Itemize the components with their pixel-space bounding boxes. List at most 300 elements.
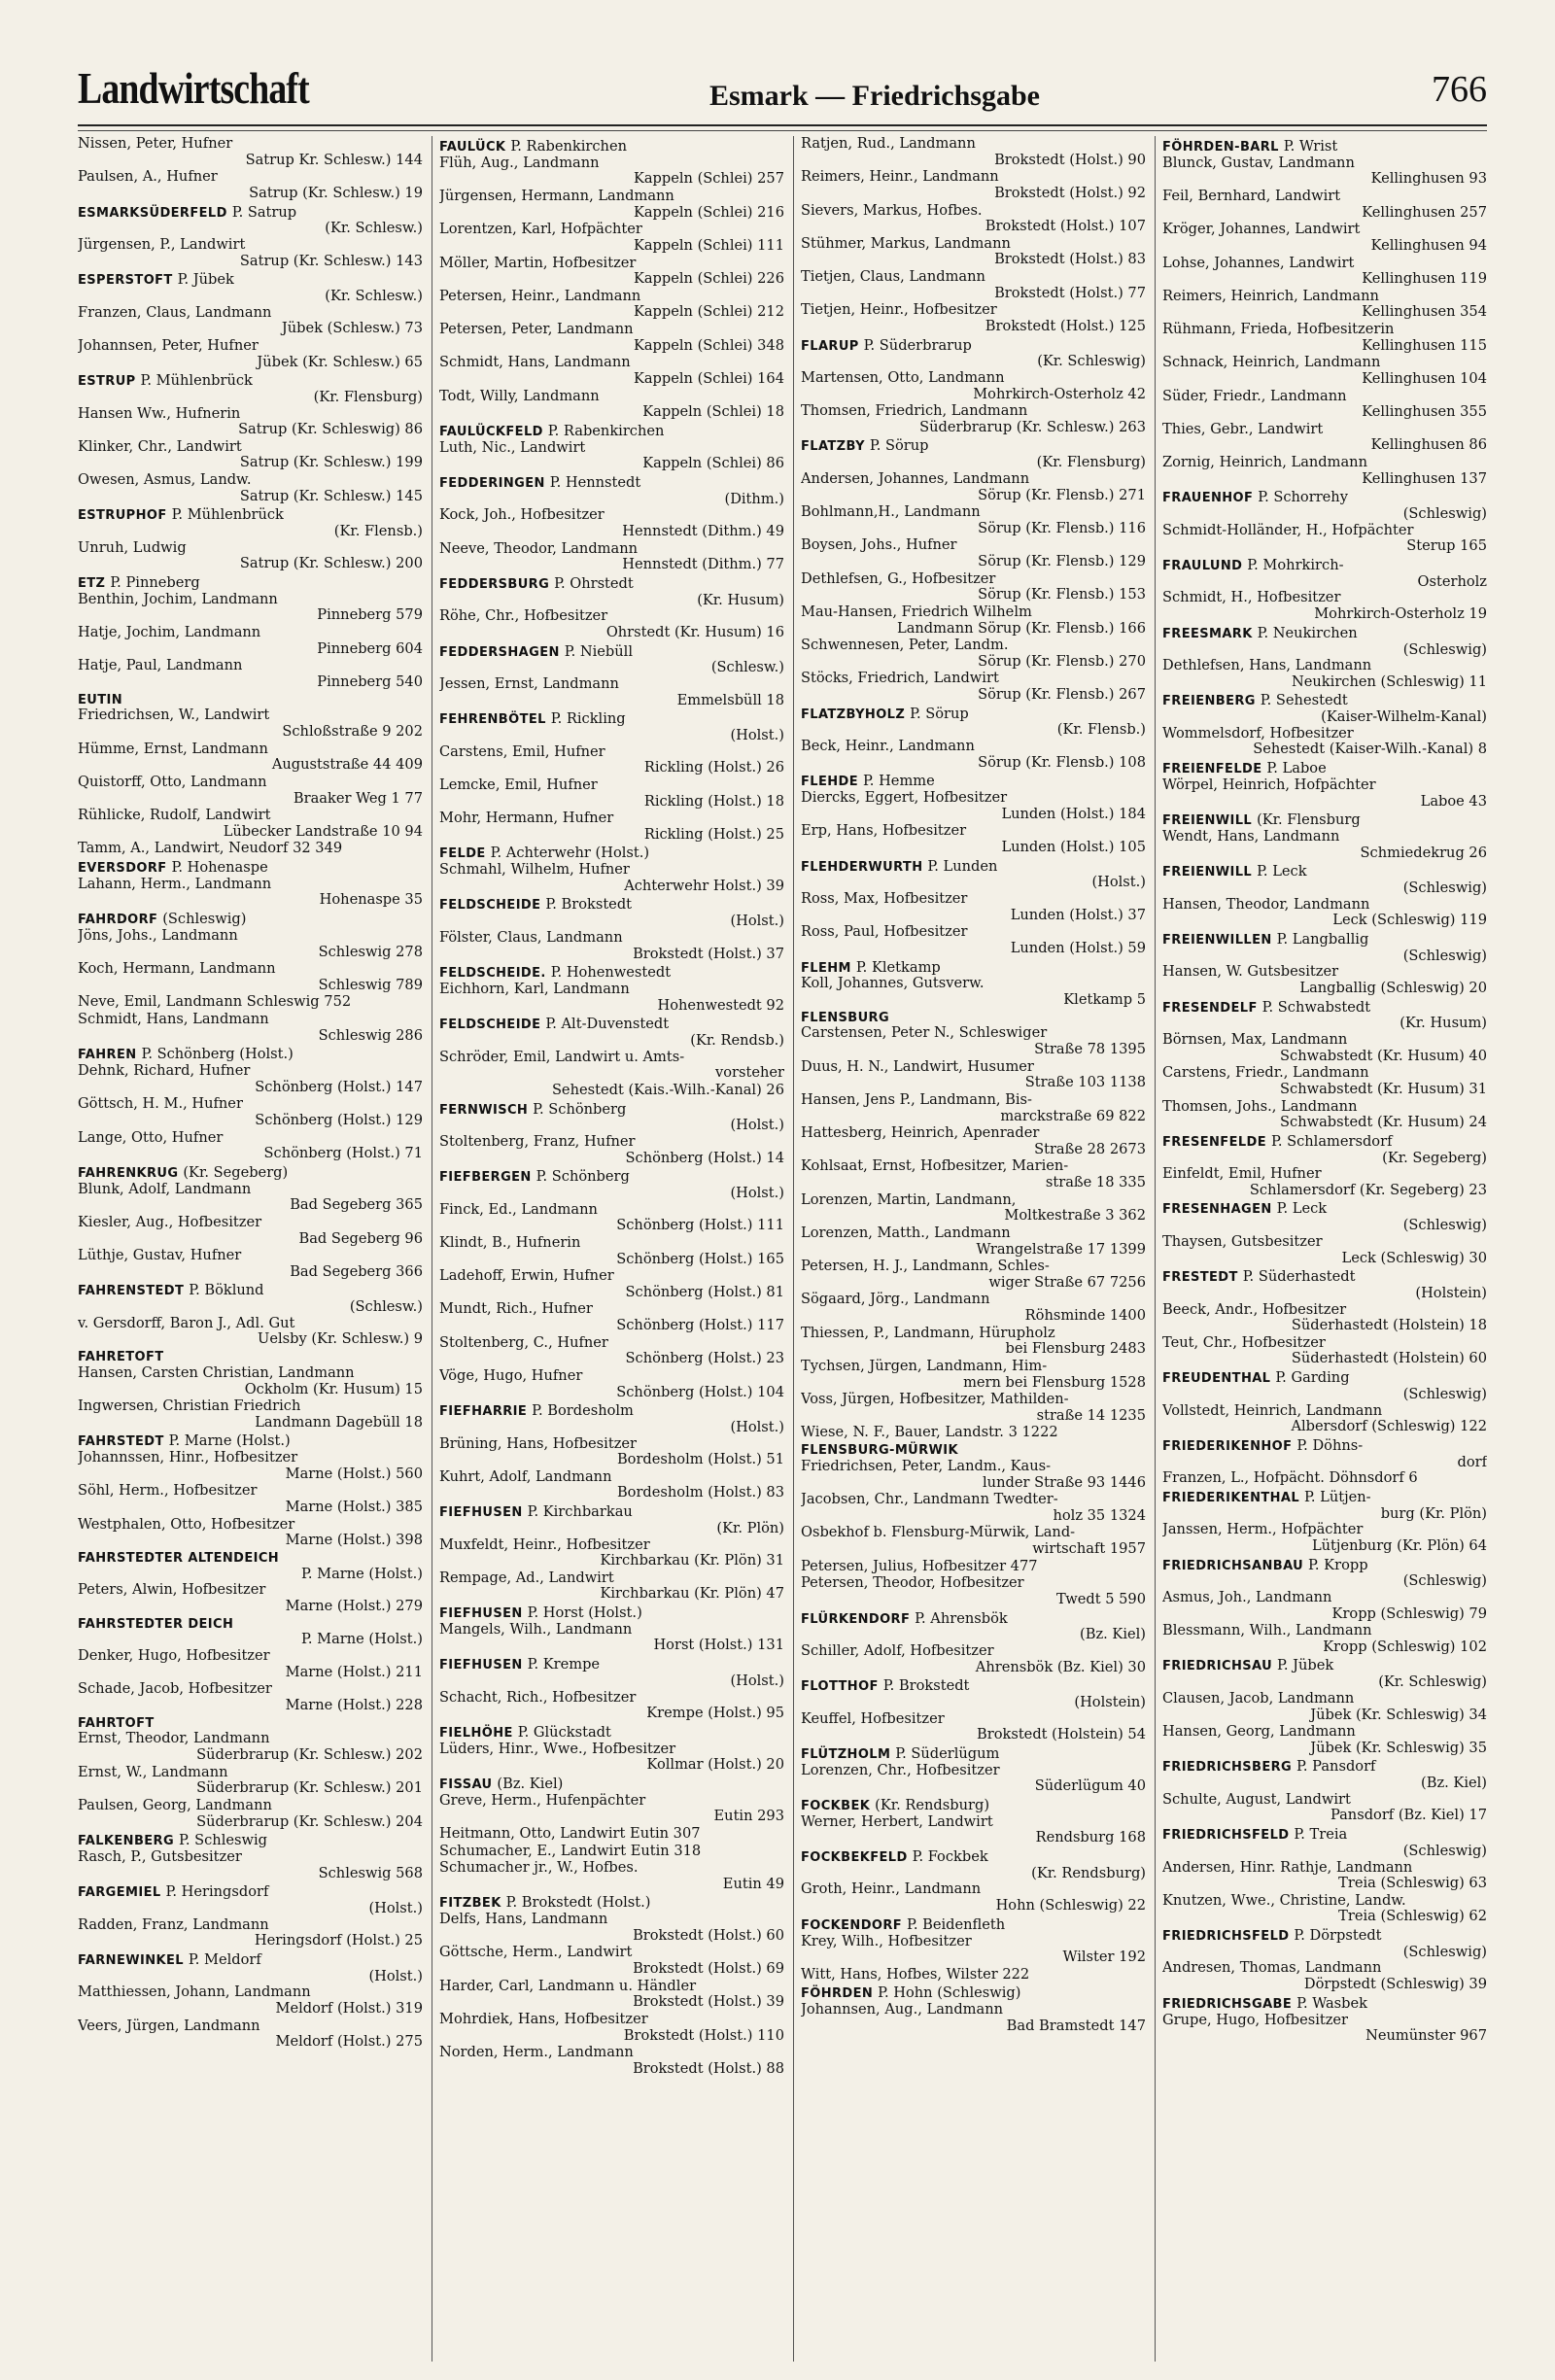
post-office: P. Schönberg: [536, 1168, 630, 1186]
entry-name: Petersen, Theodor, Hofbesitzer: [801, 1574, 1024, 1592]
district: (Kr. Segeberg): [1382, 1149, 1487, 1166]
entry-name: Thomsen, Friedrich, Landmann: [801, 402, 1028, 420]
entry-location: Schönberg (Holst.) 104: [616, 1383, 784, 1400]
directory-entry: [78, 707, 423, 740]
section-title: Landwirtschaft: [78, 63, 309, 113]
header-rule: [78, 124, 1487, 126]
directory-entry: [78, 1765, 423, 1797]
entry-name: Teut, Chr., Hofbesitzer: [1162, 1333, 1326, 1351]
directory-entry: [439, 189, 784, 221]
post-office: P. Laboe: [1266, 760, 1327, 777]
entry-name: Petersen, Julius, Hofbesitzer 477: [801, 1557, 1038, 1574]
directory-entry: [78, 1681, 423, 1713]
entry-name: Brüning, Hans, Hofbesitzer: [439, 1434, 637, 1452]
entry-name: Delfs, Hans, Landmann: [439, 1911, 608, 1928]
entry-name: Greve, Herm., Hufenpächter: [439, 1791, 646, 1809]
place-heading: [801, 1444, 1146, 1459]
entry-location: Süderbrarup (Kr. Schlesw.) 263: [919, 418, 1146, 435]
place-heading: [78, 1351, 423, 1365]
directory-entry: [801, 1392, 1146, 1424]
place-name: FAHRSTEDT: [78, 1434, 164, 1450]
entry-location: Jübek (Schlesw.) 73: [281, 320, 423, 337]
district: (Schleswig): [1402, 1217, 1487, 1234]
district: (Bz. Kiel): [1421, 1775, 1487, 1792]
place-name: FARGEMIEL: [78, 1885, 161, 1901]
entry-location: Lunden (Holst.) 184: [1001, 805, 1146, 822]
place-heading: [801, 1798, 1146, 1814]
post-office: P. Kirchbarkau: [527, 1503, 633, 1521]
entry-name: Kröger, Johannes, Landwirt: [1162, 221, 1361, 238]
entry-location: Lütjenburg (Kr. Plön) 64: [1311, 1536, 1487, 1554]
entry-name: Göttsche, Herm., Landwirt: [439, 1944, 633, 1961]
entry-name: Schwennesen, Peter, Landm.: [801, 637, 1009, 654]
directory-entry: [801, 604, 1146, 637]
place-name: FOCKENDORF: [801, 1917, 903, 1933]
place-heading: [78, 860, 423, 877]
page-number: 766: [1432, 69, 1487, 110]
directory-entry: [1162, 1691, 1487, 1723]
entry-name: Hansen, Carsten Christian, Landmann: [78, 1363, 355, 1381]
directory-entry: [439, 1570, 784, 1603]
entry-name: Schmidt, Hans, Landmann: [439, 354, 631, 371]
directory-entry: [1162, 829, 1487, 861]
entry-name: Lüders, Hinr., Wwe., Hofbesitzer: [439, 1740, 676, 1757]
entry-name: Eichhorn, Karl, Landmann: [439, 980, 630, 997]
place-name: FIEFBERGEN: [439, 1170, 532, 1186]
place-name: FRIEDRICHSFELD: [1162, 1828, 1290, 1844]
post-office: P. Lütjen-: [1304, 1488, 1371, 1505]
entry-location: Schleswig 286: [318, 1026, 423, 1044]
post-office: P. Hennstedt: [549, 473, 641, 491]
place-heading: [439, 1725, 784, 1742]
entry-location: vorsteher: [714, 1064, 784, 1082]
place-heading: [1162, 1759, 1487, 1791]
directory-entry: [78, 1731, 423, 1763]
entry-location: Süderbrarup (Kr. Schlesw.) 202: [196, 1746, 423, 1763]
place-heading: [78, 575, 423, 592]
directory-entry: [439, 676, 784, 708]
directory-entry: [78, 877, 423, 909]
entry-name: Keuffel, Hofbesitzer: [801, 1709, 945, 1727]
directory-entry: [439, 222, 784, 254]
entry-location: Marne (Holst.) 385: [285, 1499, 423, 1516]
post-office: P. Pansdorf: [1296, 1758, 1376, 1776]
entry-location: Marne (Holst.) 398: [285, 1532, 423, 1549]
place-heading: [1162, 1201, 1487, 1233]
entry-location: Satrup (Kr. Schlesw.) 199: [239, 454, 423, 471]
directory-entry: [78, 1215, 423, 1247]
directory-entry: [801, 924, 1146, 956]
directory-entry: [78, 540, 423, 572]
place-heading: [439, 965, 784, 982]
directory-entry: [439, 440, 784, 472]
entry-location: Schloßstraße 9 202: [282, 723, 423, 740]
district: (Holst.): [730, 1117, 784, 1134]
entry-location: Kellinghusen 86: [1370, 436, 1487, 454]
directory-entry: [78, 338, 423, 370]
entry-location: Sörup (Kr. Flensb.) 116: [978, 519, 1146, 536]
post-office: P. Rabenkirchen: [547, 422, 665, 439]
entry-location: Pansdorf (Bz. Kiel) 17: [1330, 1807, 1487, 1824]
entry-name: Sievers, Markus, Hofbes.: [801, 201, 983, 219]
entry-location: Sörup (Kr. Flensb.) 271: [978, 486, 1146, 503]
entry-name: Rühmann, Frieda, Hofbesitzerin: [1162, 321, 1395, 338]
entry-name: Fölster, Claus, Landmann: [439, 928, 623, 946]
directory-entry: [801, 203, 1146, 235]
directory-entry: [801, 1192, 1146, 1224]
district: (Kr. Rendsburg): [1031, 1864, 1146, 1881]
directory-entry: [78, 305, 423, 337]
place-name: FELDSCHEIDE.: [439, 966, 546, 982]
entry-name: v. Gersdorff, Baron J., Adl. Gut: [78, 1314, 295, 1331]
directory-entry: [801, 1459, 1146, 1491]
entry-location: Landmann Sörup (Kr. Flensb.) 166: [897, 619, 1146, 637]
entry-name: Klindt, B., Hufnerin: [439, 1233, 581, 1251]
directory-entry: [439, 289, 784, 321]
entry-name: Schmidt, H., Hofbesitzer: [1162, 589, 1341, 606]
entry-location: Kellinghusen 119: [1362, 270, 1487, 288]
post-office: P. Ohrstedt: [554, 574, 634, 592]
entry-location: Schlamersdorf (Kr. Segeberg) 23: [1249, 1181, 1487, 1198]
place-heading: [801, 707, 1146, 739]
directory-entry: [439, 1469, 784, 1501]
entry-location: Schönberg (Holst.) 111: [616, 1217, 784, 1234]
directory-entry: [439, 1301, 784, 1333]
entry-name: Rühlicke, Rudolf, Landwirt: [78, 807, 271, 824]
directory-entry: [801, 1225, 1146, 1258]
entry-name: Rasch, P., Gutsbesitzer: [78, 1847, 242, 1865]
entry-location: Ahrensbök (Bz. Kiel) 30: [975, 1658, 1146, 1675]
entry-name: Wommelsdorf, Hofbesitzer: [1162, 724, 1354, 742]
entry-name: Friedrichsen, W., Landwirt: [78, 707, 270, 724]
entry-location: Sehestedt (Kais.-Wilh.-Kanal) 26: [551, 1081, 784, 1098]
directory-entry: [439, 1050, 784, 1082]
entry-location: Sörup (Kr. Flensb.) 270: [978, 652, 1146, 670]
directory-entry: [801, 136, 1146, 168]
entry-name: Werner, Herbert, Landwirt: [801, 1812, 993, 1830]
entry-location: Hohenwestedt 92: [657, 996, 784, 1014]
entry-location: Lübecker Landstraße 10 94: [223, 822, 423, 840]
entry-name: Hatje, Jochim, Landmann: [78, 624, 261, 641]
place-name: FLEHM: [801, 960, 851, 976]
place-heading: [801, 338, 1146, 370]
entry-name: Lemcke, Emil, Hufner: [439, 776, 598, 793]
post-office: P. Marne (Holst.): [168, 1432, 291, 1450]
entry-location: Schönberg (Holst.) 81: [625, 1283, 784, 1300]
place-name: FRIEDRICHSGABE: [1162, 1996, 1293, 2012]
entry-name: Lüthje, Gustav, Hufner: [78, 1247, 242, 1264]
entry-name: Röhe, Chr., Hofbesitzer: [439, 607, 608, 625]
entry-location: Schmiedekrug 26: [1360, 844, 1487, 861]
entry-location: Schleswig 568: [318, 1864, 423, 1881]
post-office: P. Treia: [1294, 1826, 1348, 1844]
post-office: (Bz. Kiel): [497, 1775, 564, 1792]
directory-entry: [439, 744, 784, 776]
entry-name: Franzen, Claus, Landmann: [78, 303, 272, 321]
directory-entry: [1162, 1590, 1487, 1622]
entry-name: Dethlefsen, G., Hofbesitzer: [801, 569, 996, 587]
entry-name: Martensen, Otto, Landmann: [801, 368, 1005, 386]
entry-name: Feil, Bernhard, Landwirt: [1162, 188, 1341, 205]
directory-entry: [1162, 355, 1487, 387]
column-divider: [793, 136, 794, 2362]
entry-name: Schumacher jr., W., Hofbes.: [439, 1859, 639, 1877]
entry-name: Wörpel, Heinrich, Hofpächter: [1162, 776, 1376, 793]
entry-name: Schacht, Rich., Hofbesitzer: [439, 1688, 637, 1706]
entry-location: Schönberg (Holst.) 165: [616, 1250, 784, 1267]
place-heading: [78, 912, 423, 928]
place-name: FLEHDERWURTH: [801, 859, 923, 875]
entry-name: Sögaard, Jörg., Landmann: [801, 1291, 990, 1308]
place-name: FEHRENBÖTEL: [439, 712, 546, 728]
entry-name: Stoltenberg, Franz, Hufner: [439, 1132, 636, 1150]
directory-entry: [801, 1326, 1146, 1358]
entry-name: Zornig, Heinrich, Landmann: [1162, 454, 1367, 471]
place-heading: [439, 139, 784, 155]
directory-entry: [1162, 1792, 1487, 1824]
place-heading: [78, 1165, 423, 1182]
directory-entry: [1162, 1403, 1487, 1435]
entry-name: Matthiessen, Johann, Landmann: [78, 1983, 311, 2001]
district: (Schleswig): [1402, 947, 1487, 964]
entry-location: Sörup (Kr. Flensb.) 267: [978, 686, 1146, 703]
entry-location: Brokstedt (Holst.) 125: [985, 317, 1146, 334]
directory-entry: [439, 1622, 784, 1654]
place-heading: [78, 205, 423, 237]
entry-name: Norden, Herm., Landmann: [439, 2044, 634, 2061]
directory-entry: [801, 671, 1146, 703]
entry-location: Schwabstedt (Kr. Husum) 24: [1280, 1114, 1487, 1131]
district: (Holst.): [1091, 874, 1146, 891]
entry-name: Mohr, Hermann, Hufner: [439, 810, 614, 827]
entry-name: Nissen, Peter, Hufner: [78, 136, 233, 152]
place-heading: [801, 1985, 1146, 2002]
place-name: ESPERSTOFT: [78, 273, 173, 289]
entry-location: Meldorf (Holst.) 275: [275, 2033, 423, 2051]
directory-entry: [439, 1826, 784, 1843]
place-heading: [78, 1833, 423, 1849]
entry-name: Franzen, L., Hofpächt. Döhnsdorf 6: [1162, 1469, 1418, 1487]
column-divider: [1155, 136, 1156, 2362]
place-heading: [78, 1047, 423, 1063]
entry-location: Kellinghusen 93: [1370, 170, 1487, 188]
entry-name: Reimers, Heinrich, Landmann: [1162, 287, 1379, 304]
entry-location: Satrup Kr. Schlesw.) 144: [245, 151, 423, 168]
place-heading: [1162, 761, 1487, 777]
directory-entry: [78, 742, 423, 774]
district: (Kr. Schleswig): [1037, 353, 1146, 370]
entry-name: Vöge, Hugo, Hufner: [439, 1366, 583, 1384]
place-name: FRIEDRICHSBERG: [1162, 1760, 1293, 1776]
entry-name: Petersen, Heinr., Landmann: [439, 287, 641, 304]
entry-name: Owesen, Asmus, Landw.: [78, 471, 252, 489]
place-name: FAULÜCKFELD: [439, 424, 543, 439]
place-name: FAHRENKRUG: [78, 1165, 179, 1181]
place-name: FERNWISCH: [439, 1102, 529, 1118]
post-office: P. Niebüll: [564, 642, 634, 660]
post-office: P. Beidenfleth: [906, 1915, 1006, 1933]
directory-entry: [801, 1763, 1146, 1795]
entry-name: Klinker, Chr., Landwirt: [78, 437, 242, 455]
post-office: P. Döhns-: [1296, 1436, 1364, 1454]
entry-name: Thiessen, P., Landmann, Hürupholz: [801, 1324, 1055, 1341]
directory-entry: [1162, 1522, 1487, 1554]
directory-entry: [78, 1248, 423, 1280]
place-name: FREIENWILL: [1162, 813, 1253, 829]
directory-entry: [801, 1643, 1146, 1675]
entry-name: Ross, Max, Hofbesitzer: [801, 890, 968, 908]
entry-location: Hennstedt (Dithm.) 49: [622, 522, 784, 539]
entry-name: Lorentzen, Karl, Hofpächter: [439, 221, 642, 238]
post-office: P. Süderhastedt: [1242, 1268, 1356, 1286]
entry-name: Ingwersen, Christian Friedrich: [78, 1397, 301, 1415]
post-office: P. Kletkamp: [855, 958, 941, 976]
entry-location: Kropp (Schleswig) 102: [1323, 1638, 1487, 1655]
entry-location: Schleswig 278: [318, 943, 423, 960]
entry-location: Satrup (Kr. Schlesw.) 143: [239, 252, 423, 269]
entry-location: Marne (Holst.) 228: [285, 1696, 423, 1713]
place-heading: [801, 1611, 1146, 1643]
post-office: P. Hohn (Schleswig): [878, 1984, 1021, 2002]
entry-name: Kohlsaat, Ernst, Hofbesitzer, Marien-: [801, 1157, 1069, 1175]
entry-location: Schönberg (Holst.) 23: [625, 1350, 784, 1367]
entry-location: Brokstedt (Holst.) 60: [633, 1926, 784, 1944]
entry-location: mern bei Flensburg 1528: [963, 1373, 1146, 1391]
directory-entry: [1162, 897, 1487, 929]
column-2: [439, 136, 784, 2362]
entry-location: Satrup (Kr. Schlesw.) 200: [239, 555, 423, 572]
directory-entry: [78, 1849, 423, 1881]
entry-location: wiger Straße 67 7256: [988, 1273, 1146, 1291]
entry-location: Brokstedt (Holst.) 107: [985, 218, 1146, 235]
entry-name: Unruh, Ludwig: [78, 538, 187, 556]
post-office: P. Leck: [1257, 863, 1307, 880]
place-name: ESTRUP: [78, 374, 136, 390]
entry-name: Rempage, Ad., Landwirt: [439, 1569, 614, 1586]
directory-entry: [439, 541, 784, 573]
place-heading: [801, 1849, 1146, 1881]
directory-entry: [439, 1368, 784, 1400]
entry-location: Kollmar (Holst.) 20: [646, 1756, 784, 1774]
entry-location: Brokstedt (Holst.) 39: [633, 1993, 784, 2011]
district: (Kr. Flensb.): [1056, 721, 1146, 739]
post-office: P. Horst (Holst.): [527, 1604, 642, 1621]
directory-entry: [439, 1436, 784, 1468]
place-heading: [1162, 1996, 1487, 2013]
directory-entry: [78, 1517, 423, 1549]
entry-location: Brokstedt (Holst.) 83: [994, 251, 1146, 268]
post-office: P. Brokstedt: [545, 896, 633, 914]
entry-location: Schleswig 789: [318, 976, 423, 993]
post-office: P. Hemme: [862, 773, 935, 790]
entry-location: Schwabstedt (Kr. Husum) 40: [1280, 1047, 1487, 1064]
entry-location: Rendsburg 168: [1035, 1829, 1146, 1846]
entry-location: Straße 78 1395: [1034, 1041, 1146, 1058]
entry-name: Möller, Martin, Hofbesitzer: [439, 254, 637, 271]
place-heading: [1162, 1490, 1487, 1522]
district: P. Marne (Holst.): [301, 1631, 423, 1648]
directory-entry: [439, 1945, 784, 1977]
district: dorf: [1457, 1453, 1487, 1470]
district: (Kr. Plön): [716, 1519, 784, 1536]
entry-name: Süder, Friedr., Landmann: [1162, 387, 1347, 404]
entry-location: Rickling (Holst.) 18: [643, 792, 784, 810]
directory-entry: [1162, 1860, 1487, 1892]
entry-location: Bordesholm (Holst.) 83: [616, 1484, 784, 1501]
entry-name: Lange, Otto, Hufner: [78, 1128, 224, 1146]
column-1: [78, 136, 423, 2362]
place-heading: [1162, 1000, 1487, 1032]
entry-location: Schönberg (Holst.) 117: [616, 1317, 784, 1333]
entry-location: Brokstedt (Holst.) 37: [633, 945, 784, 962]
post-office: P. Meldorf: [188, 1950, 261, 1968]
entry-name: Dehnk, Richard, Hufner: [78, 1062, 251, 1080]
place-heading: [801, 438, 1146, 470]
entry-name: Jacobsen, Chr., Landmann Twedter-: [801, 1491, 1058, 1508]
place-name: FRESENFELDE: [1162, 1134, 1267, 1150]
place-heading: [1162, 558, 1487, 590]
district: (Kr. Schlesw.): [325, 220, 423, 237]
place-name: FRIEDRICHSAU: [1162, 1659, 1273, 1674]
directory-entry: [801, 1125, 1146, 1157]
directory-entry: [439, 355, 784, 387]
district: P. Marne (Holst.): [301, 1565, 423, 1582]
place-name: FRESTEDT: [1162, 1270, 1238, 1286]
entry-name: Andresen, Thomas, Landmann: [1162, 1959, 1382, 1977]
place-heading: [1162, 139, 1487, 155]
directory-entry: [439, 1979, 784, 2011]
entry-location: Schönberg (Holst.) 71: [263, 1145, 423, 1162]
directory-entry: [439, 1860, 784, 1892]
directory-entry: [78, 841, 423, 857]
directory-entry: [801, 1934, 1146, 1966]
entry-location: Kellinghusen 115: [1362, 336, 1487, 354]
entry-name: Tychsen, Jürgen, Landmann, Him-: [801, 1357, 1048, 1374]
entry-name: Paulsen, Georg, Landmann: [78, 1796, 272, 1813]
entry-location: Lunden (Holst.) 105: [1001, 839, 1146, 855]
directory-entry: [801, 638, 1146, 670]
entry-name: Johannsen, Peter, Hufner: [78, 336, 259, 354]
place-name: FÖHRDEN-BARL: [1162, 140, 1279, 155]
directory-entry: [78, 1483, 423, 1515]
place-name: FELDSCHEIDE: [439, 1018, 541, 1033]
column-3: [801, 136, 1146, 2362]
entry-location: Kellinghusen 104: [1362, 369, 1487, 387]
district: (Bz. Kiel): [1080, 1626, 1146, 1643]
directory-entry: [78, 928, 423, 960]
entry-location: Pinneberg 604: [317, 639, 423, 657]
place-heading: [1162, 812, 1487, 829]
directory-entry: [439, 322, 784, 354]
place-heading: [1162, 1827, 1487, 1859]
entry-location: Röhsminde 1400: [1024, 1307, 1146, 1325]
entry-name: Denker, Hugo, Hofbesitzer: [78, 1647, 270, 1665]
directory-entry: [801, 1292, 1146, 1324]
place-heading: [439, 475, 784, 507]
entry-location: Wrangelstraße 17 1399: [976, 1240, 1146, 1258]
entry-name: Groth, Heinr., Landmann: [801, 1880, 982, 1898]
entry-location: Kappeln (Schlei) 216: [633, 203, 784, 221]
place-name: ESTRUPHOF: [78, 508, 167, 524]
place-name: FIEFHUSEN: [439, 1505, 523, 1521]
directory-entry: [801, 302, 1146, 334]
entry-name: Paulsen, A., Hufner: [78, 168, 218, 186]
post-office: P. Hohenaspe: [171, 859, 268, 876]
place-heading: [1162, 626, 1487, 658]
place-heading: [801, 1746, 1146, 1763]
place-name: FRESENDELF: [1162, 1000, 1258, 1016]
entry-name: Petersen, H. J., Landmann, Schles-: [801, 1258, 1050, 1275]
